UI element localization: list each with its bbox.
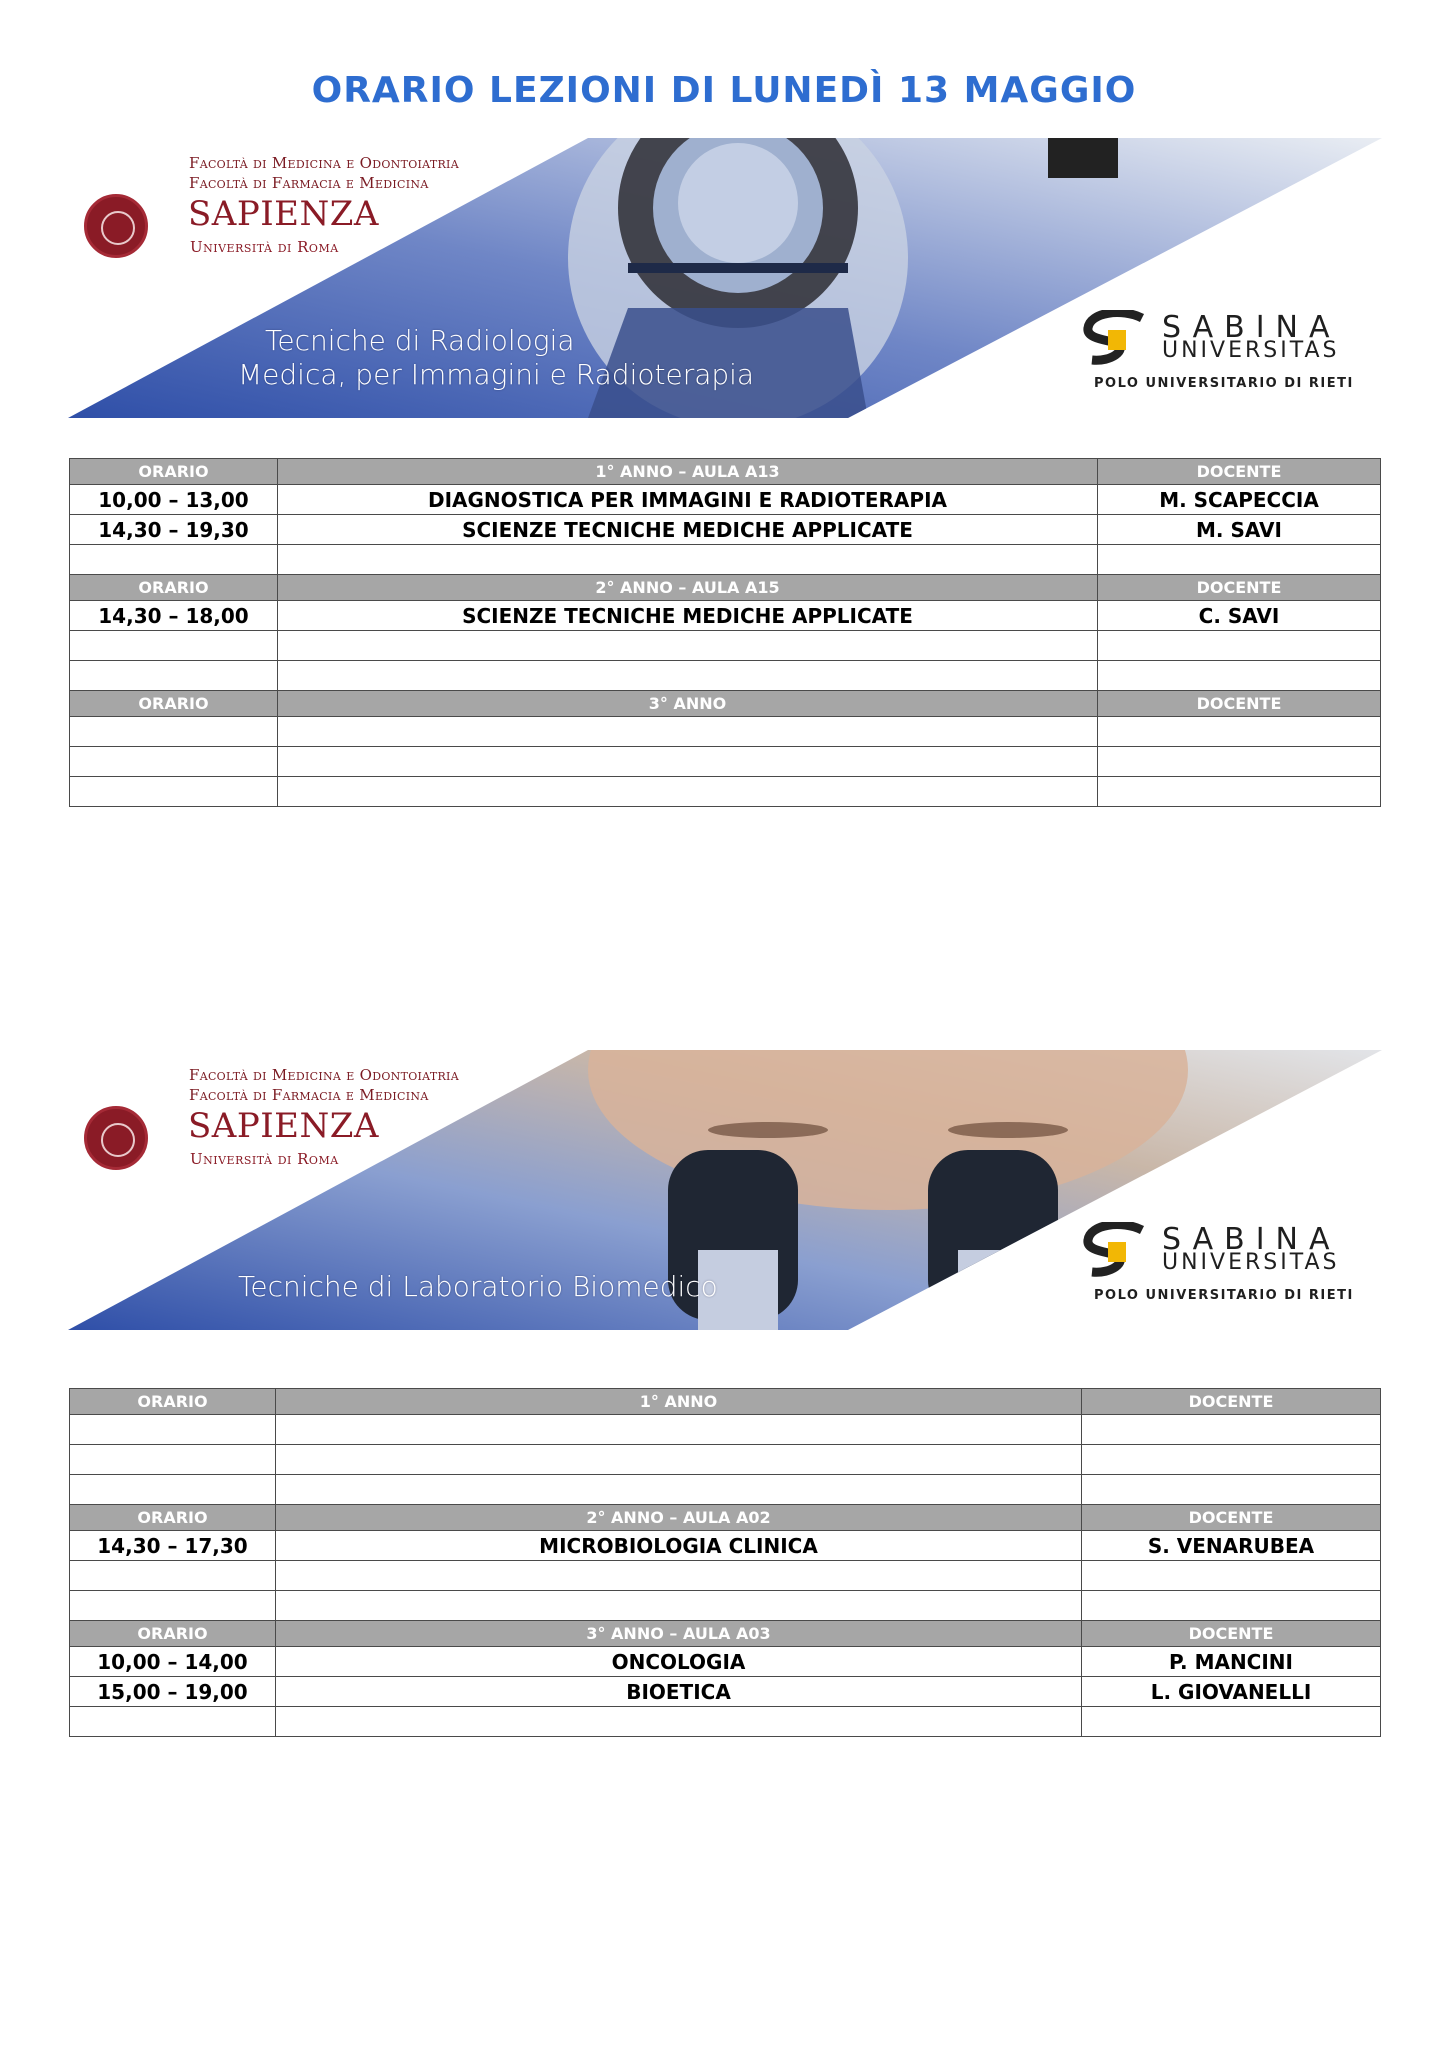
- cell-orario: 14,30 – 18,00: [70, 601, 278, 631]
- cell-orario: 10,00 – 14,00: [70, 1647, 276, 1677]
- sapienza-university: Università di Roma: [190, 1150, 339, 1168]
- cell-orario: [70, 1561, 276, 1591]
- course-title-line2: Medica, per Immagini e Radioterapia: [238, 358, 755, 391]
- cell-orario: [70, 545, 278, 575]
- table-row: [70, 1561, 1381, 1591]
- cell-orario: [70, 661, 278, 691]
- table-row: [70, 1445, 1381, 1475]
- cell-docente: P. MANCINI: [1082, 1647, 1381, 1677]
- cell-docente: [1082, 1561, 1381, 1591]
- sabina-line1: SABINA: [1162, 1222, 1341, 1257]
- faculty-farmacia-medicina: Facoltà di Farmacia e Medicina: [189, 1086, 429, 1104]
- cell-materia: [276, 1415, 1082, 1445]
- sabina-line1: SABINA: [1162, 310, 1341, 345]
- header-orario: ORARIO: [70, 1505, 276, 1531]
- cell-materia: DIAGNOSTICA PER IMMAGINI E RADIOTERAPIA: [278, 485, 1098, 515]
- cell-materia: SCIENZE TECNICHE MEDICHE APPLICATE: [278, 601, 1098, 631]
- header-orario: ORARIO: [70, 1621, 276, 1647]
- sapienza-name: SAPIENZA: [188, 1106, 379, 1146]
- table-header-row: [70, 575, 1381, 601]
- cell-docente: M. SCAPECCIA: [1098, 485, 1381, 515]
- cell-orario: [70, 1475, 276, 1505]
- cell-materia: SCIENZE TECNICHE MEDICHE APPLICATE: [278, 515, 1098, 545]
- sabina-book-icon: [1082, 310, 1152, 370]
- header-orario: ORARIO: [70, 1389, 276, 1415]
- header-anno: 2° ANNO – AULA A02: [276, 1505, 1082, 1531]
- cell-docente: M. SAVI: [1098, 515, 1381, 545]
- sapienza-university: Università di Roma: [190, 238, 339, 256]
- cell-docente: [1098, 747, 1381, 777]
- table-row: [70, 545, 1381, 575]
- cell-orario: 14,30 – 17,30: [70, 1531, 276, 1561]
- cell-docente: [1082, 1707, 1381, 1737]
- table-row: [70, 1591, 1381, 1621]
- header-docente: DOCENTE: [1098, 575, 1381, 601]
- cell-materia: [278, 661, 1098, 691]
- cell-docente: [1098, 661, 1381, 691]
- cell-materia: [276, 1475, 1082, 1505]
- table-row: [70, 1647, 1381, 1677]
- faculty-medicina-odontoiatria: Facoltà di Medicina e Odontoiatria: [189, 154, 459, 172]
- header-docente: DOCENTE: [1098, 459, 1381, 485]
- cell-materia: [276, 1707, 1082, 1737]
- cell-docente: [1098, 545, 1381, 575]
- sabina-line2: UNIVERSITAS: [1162, 338, 1340, 363]
- table-header-row: [70, 1505, 1381, 1531]
- cell-orario: 10,00 – 13,00: [70, 485, 278, 515]
- header-orario: ORARIO: [70, 459, 278, 485]
- cell-materia: BIOETICA: [276, 1677, 1082, 1707]
- table-header-row: [70, 1389, 1381, 1415]
- header-anno: 3° ANNO: [278, 691, 1098, 717]
- cell-orario: [70, 1591, 276, 1621]
- header-anno: 1° ANNO – AULA A13: [278, 459, 1098, 485]
- table-header-row: [70, 1621, 1381, 1647]
- schedule-table-radiologia: [69, 458, 1381, 807]
- sabina-universitas-logo: [1082, 1222, 1382, 1312]
- cell-orario: [70, 1707, 276, 1737]
- cell-orario: [70, 747, 278, 777]
- header-docente: DOCENTE: [1082, 1389, 1381, 1415]
- header-docente: DOCENTE: [1082, 1505, 1381, 1531]
- table-row: [70, 631, 1381, 661]
- cell-docente: [1098, 777, 1381, 807]
- cell-orario: [70, 631, 278, 661]
- header-anno: 3° ANNO – AULA A03: [276, 1621, 1082, 1647]
- table-row: [70, 1677, 1381, 1707]
- cell-orario: [70, 777, 278, 807]
- cell-orario: [70, 1445, 276, 1475]
- table-row: [70, 1707, 1381, 1737]
- cell-docente: [1098, 717, 1381, 747]
- cell-docente: [1082, 1475, 1381, 1505]
- table-row: [70, 1415, 1381, 1445]
- cell-docente: [1082, 1415, 1381, 1445]
- course-title-line1: Tecniche di Radiologia: [265, 324, 575, 357]
- table-row: [70, 1475, 1381, 1505]
- header-orario: ORARIO: [70, 691, 278, 717]
- sabina-line3: POLO UNIVERSITARIO DI RIETI: [1094, 1288, 1354, 1303]
- page-title: ORARIO LEZIONI DI LUNEDÌ 13 MAGGIO: [311, 70, 1137, 111]
- table-header-row: [70, 691, 1381, 717]
- course-title-line1: Tecniche di Laboratorio Biomedico: [238, 1270, 718, 1303]
- table-row: [70, 515, 1381, 545]
- table-header-row: [70, 459, 1381, 485]
- schedule-table-laboratorio: [69, 1388, 1381, 1737]
- sapienza-name: SAPIENZA: [188, 194, 379, 234]
- cell-materia: [276, 1445, 1082, 1475]
- cell-docente: [1082, 1591, 1381, 1621]
- banner-laboratorio: [68, 1050, 1382, 1330]
- cell-orario: 14,30 – 19,30: [70, 515, 278, 545]
- cell-docente: L. GIOVANELLI: [1082, 1677, 1381, 1707]
- header-anno: 1° ANNO: [276, 1389, 1082, 1415]
- sapienza-logo: [84, 1066, 484, 1206]
- cell-docente: [1098, 631, 1381, 661]
- sapienza-seal-icon: [84, 1106, 148, 1170]
- cell-docente: C. SAVI: [1098, 601, 1381, 631]
- header-docente: DOCENTE: [1082, 1621, 1381, 1647]
- header-orario: ORARIO: [70, 575, 278, 601]
- cell-materia: [278, 777, 1098, 807]
- table-row: [70, 661, 1381, 691]
- sabina-book-icon: [1082, 1222, 1152, 1282]
- cell-materia: [276, 1591, 1082, 1621]
- cell-docente: [1082, 1445, 1381, 1475]
- table-row: [70, 485, 1381, 515]
- faculty-medicina-odontoiatria: Facoltà di Medicina e Odontoiatria: [189, 1066, 459, 1084]
- cell-materia: [278, 545, 1098, 575]
- cell-orario: 15,00 – 19,00: [70, 1677, 276, 1707]
- cell-materia: [278, 631, 1098, 661]
- cell-materia: [278, 717, 1098, 747]
- table-row: [70, 1531, 1381, 1561]
- cell-materia: [276, 1561, 1082, 1591]
- table-row: [70, 717, 1381, 747]
- header-anno: 2° ANNO – AULA A15: [278, 575, 1098, 601]
- sapienza-logo: [84, 154, 484, 294]
- sapienza-seal-icon: [84, 194, 148, 258]
- header-docente: DOCENTE: [1098, 691, 1381, 717]
- cell-materia: [278, 747, 1098, 777]
- table-row: [70, 747, 1381, 777]
- faculty-farmacia-medicina: Facoltà di Farmacia e Medicina: [189, 174, 429, 192]
- cell-orario: [70, 717, 278, 747]
- cell-docente: S. VENARUBEA: [1082, 1531, 1381, 1561]
- sabina-universitas-logo: [1082, 310, 1382, 400]
- table-row: [70, 777, 1381, 807]
- sabina-line3: POLO UNIVERSITARIO DI RIETI: [1094, 376, 1354, 391]
- cell-orario: [70, 1415, 276, 1445]
- banner-radiologia: [68, 138, 1382, 418]
- cell-materia: MICROBIOLOGIA CLINICA: [276, 1531, 1082, 1561]
- sabina-line2: UNIVERSITAS: [1162, 1250, 1340, 1275]
- cell-materia: ONCOLOGIA: [276, 1647, 1082, 1677]
- table-row: [70, 601, 1381, 631]
